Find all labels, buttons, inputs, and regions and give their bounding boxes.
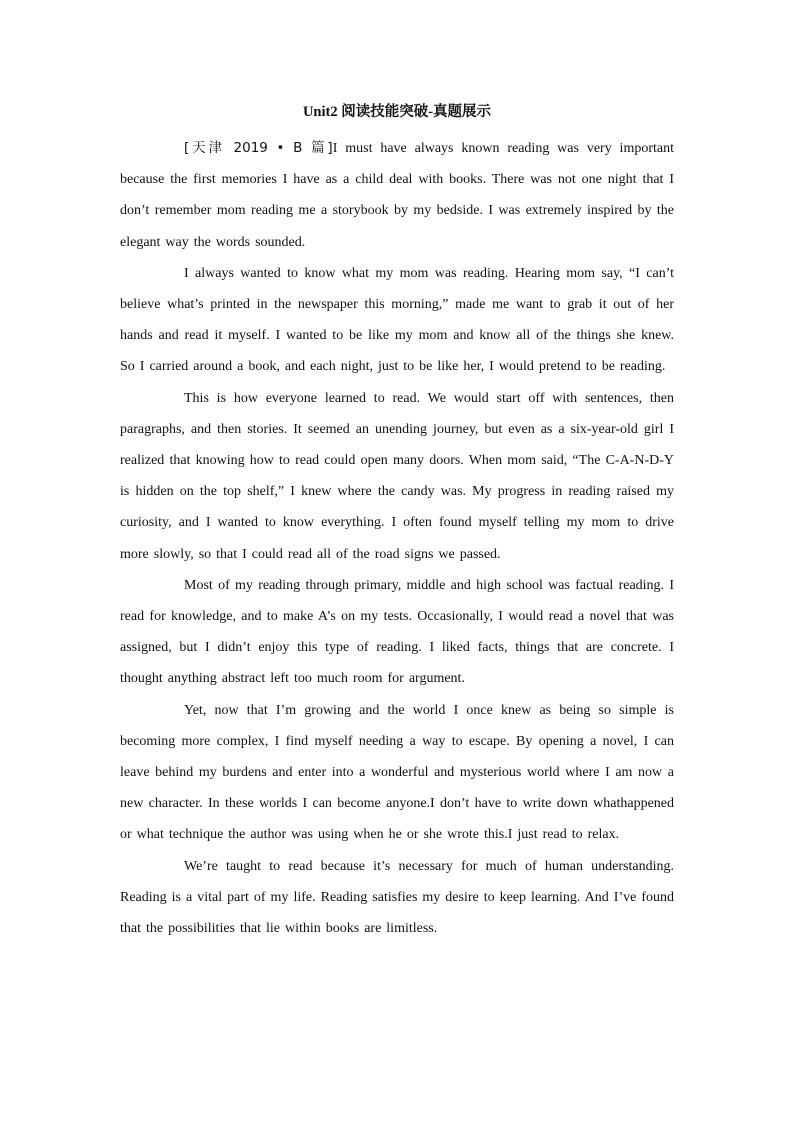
paragraph-4: Most of my reading through primary, middle and high school was factual reading. I read for knowledge, and to make A’s on my tests. Occasionally, I would read a novel that was assigned, but I didn’t enjoy this type of reading. I liked facts, things that are concrete. I thought anything abstract left too much room for argument. — [120, 577, 674, 687]
document-page — [120, 100, 674, 944]
paragraph-1-text: I must have always known reading was very important because the first memories I have as a child deal with books. There was not one night that I don’t remember mom reading me a storybook by my bedside. I was extremely inspired by the elegant way the words sounded. — [120, 141, 674, 250]
paragraph-2: I always wanted to know what my mom was reading. Hearing mom say, “I can’t believe what’s printed in the newspaper this morning,” made me want to grab it out of her hands and read it myself. I wanted to be like my mom and know all of the things she knew. So I carried around a book, and each night, just to be like her, I would pretend to be reading. — [120, 265, 674, 375]
paragraph-3: This is how everyone learned to read. We would start off with sentences, then paragraphs, and then stories. It seemed an unending journey, but even as a six-year-old girl I realized that knowing how to read could open many doors. When mom said, “The C-A-N-D-Y is hidden on the top shelf,” I knew where the candy was. My progress in reading raised my curiosity, and I wanted to know everything. I often found myself telling my mom to drive more slowly, so that I could read all of the road signs we passed. — [120, 390, 674, 562]
paragraph-5: Yet, now that I’m growing and the world I once knew as being so simple is becoming more complex, I find myself needing a way to escape. By opening a novel, I can leave behind my burdens and enter into a wonderful and mysterious world where I am now a new character. In these worlds I can become anyone.I don’t have to write down whathappened or what technique the author was using when he or she wrote this.I just read to relax. — [120, 702, 674, 843]
document-title: Unit2 阅读技能突破-真题展示 — [302, 104, 492, 120]
paragraph-1 — [120, 133, 674, 258]
source-tag: [天津 2019 • B 篇] — [184, 140, 333, 156]
paragraph-6: We’re taught to read because it’s necessary for much of human understanding. Reading is a vital part of my life. Reading satisfies my desire to keep learning. And I’ve found that the possibilities that lie within books are limitless. — [120, 858, 674, 937]
